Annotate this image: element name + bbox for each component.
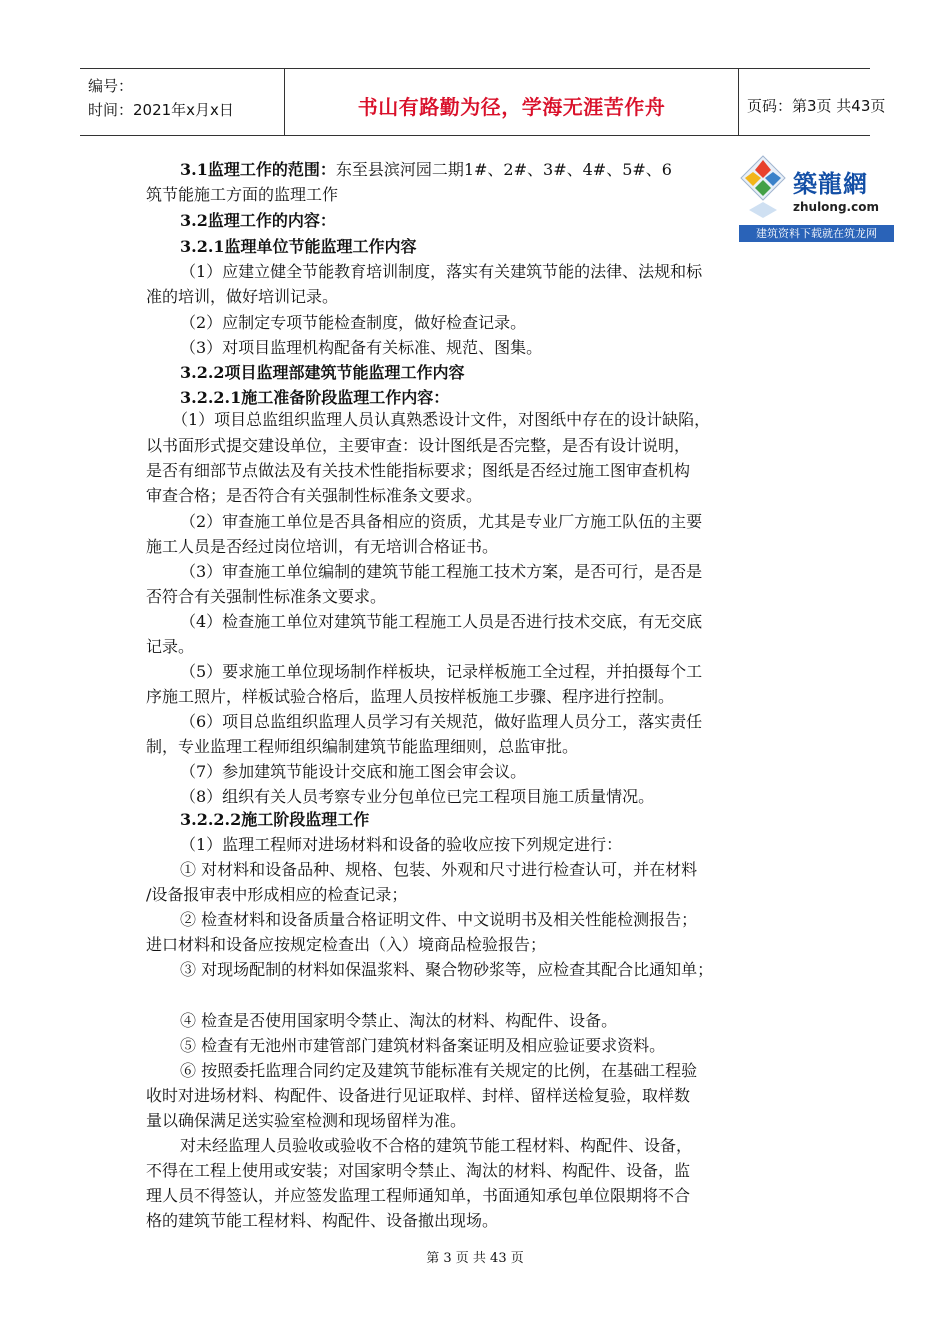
paragraph-line: 审查合格；是否符合有关强制性标准条文要求。 bbox=[146, 486, 483, 505]
paragraph-line: （8）组织有关人员考察专业分包单位已完工程项目施工质量情况。 bbox=[180, 787, 655, 806]
paragraph-line: （6）项目总监组织监理人员学习有关规范，做好监理人员分工，落实责任 bbox=[180, 712, 703, 731]
section-3-1 bbox=[180, 159, 672, 181]
paragraph-line: ① 对材料和设备品种、规格、包装、外观和尺寸进行检查认可，并在材料 bbox=[180, 860, 698, 879]
paragraph-line: ⑥ 按照委托监理合同约定及建筑节能标准有关规定的比例，在基础工程验 bbox=[180, 1061, 698, 1080]
paragraph-line: （4）检查施工单位对建筑节能工程施工人员是否进行技术交底，有无交底 bbox=[180, 612, 703, 631]
section-3-1-text: 东至县滨河园二期1#、2#、3#、4#、5#、6 bbox=[335, 160, 672, 179]
paragraph-line: ② 检查材料和设备质量合格证明文件、中文说明书及相关性能检测报告； bbox=[180, 910, 698, 929]
page-label: 页码：第3页 共43页 bbox=[747, 97, 886, 115]
number-label: 编号： bbox=[88, 77, 134, 95]
paragraph-line: （3）审查施工单位编制的建筑节能工程施工技术方案，是否可行，是否是 bbox=[180, 562, 703, 581]
paragraph-line: （5）要求施工单位现场制作样板块，记录样板施工全过程，并拍摄每个工 bbox=[180, 662, 703, 681]
logo-slogan: 建筑资料下载就在筑龙网 bbox=[739, 225, 894, 242]
paragraph-line: （3）对项目监理机构配备有关标准、规范、图集。 bbox=[180, 338, 543, 357]
header-center-cell bbox=[284, 69, 739, 135]
paragraph-line: 不得在工程上使用或安装；对国家明令禁止、淘汰的材料、构配件、设备，监 bbox=[146, 1161, 691, 1180]
time-label: 时间：2021年x月x日 bbox=[88, 101, 234, 119]
paragraph-line: /设备报审表中形成相应的检查记录； bbox=[146, 885, 408, 904]
paragraph-line: （1）项目总监组织监理人员认真熟悉设计文件，对图纸中存在的设计缺陷， bbox=[172, 410, 711, 429]
header-left-cell bbox=[80, 69, 284, 135]
header-right-cell bbox=[739, 69, 886, 135]
paragraph-line: 准的培训，做好培训记录。 bbox=[146, 287, 339, 306]
paragraph-line: 格的建筑节能工程材料、构配件、设备撤出现场。 bbox=[146, 1211, 499, 1230]
logo-brand: 築龍網 bbox=[793, 170, 868, 198]
paragraph-line: 施工人员是否经过岗位培训，有无培训合格证书。 bbox=[146, 537, 499, 556]
paragraph-line: （1）监理工程师对进场材料和设备的验收应按下列规定进行： bbox=[180, 835, 623, 854]
paragraph-line: 量以确保满足送实验室检测和现场留样为准。 bbox=[146, 1111, 467, 1130]
section-3-2-title: 3.2监理工作的内容： bbox=[180, 211, 336, 230]
section-3-2-2-2-title: 3.2.2.2施工阶段监理工作 bbox=[180, 810, 370, 829]
paragraph-line: 记录。 bbox=[146, 637, 195, 656]
section-3-2-2-1-title: 3.2.2.1施工准备阶段监理工作内容： bbox=[180, 388, 450, 407]
paragraph-line: 对未经监理人员验收或验收不合格的建筑节能工程材料、构配件、设备， bbox=[180, 1136, 693, 1155]
paragraph-line: 进口材料和设备应按规定检查出（入）境商品检验报告； bbox=[146, 935, 547, 954]
motto-text: 书山有路勤为径，学海无涯苦作舟 bbox=[357, 95, 666, 119]
page-footer: 第 3 页 共 43 页 bbox=[426, 1251, 524, 1266]
paragraph-line: （7）参加建筑节能设计交底和施工图会审会议。 bbox=[180, 762, 527, 781]
paragraph-line: （2）应制定专项节能检查制度，做好检查记录。 bbox=[180, 313, 527, 332]
paragraph-line: ⑤ 检查有无池州市建管部门建筑材料备案证明及相应验证要求资料。 bbox=[180, 1036, 666, 1055]
section-3-2-1-title: 3.2.1监理单位节能监理工作内容 bbox=[180, 237, 417, 256]
section-3-1-cont: 筑节能施工方面的监理工作 bbox=[146, 185, 339, 204]
paragraph-line: 是否有细部节点做法及有关技术性能指标要求；图纸是否经过施工图审查机构 bbox=[146, 461, 691, 480]
paragraph-line: 序施工照片，样板试验合格后，监理人员按样板施工步骤、程序进行控制。 bbox=[146, 687, 675, 706]
paragraph-line: （1）应建立健全节能教育培训制度，落实有关建筑节能的法律、法规和标 bbox=[180, 262, 703, 281]
logo-diamond-icon bbox=[733, 150, 793, 224]
paragraph-line: ④ 检查是否使用国家明令禁止、淘汰的材料、构配件、设备。 bbox=[180, 1011, 618, 1030]
page-header bbox=[80, 68, 886, 136]
paragraph-line: （2）审查施工单位是否具备相应的资质，尤其是专业厂方施工队伍的主要 bbox=[180, 512, 703, 531]
paragraph-line: 以书面形式提交建设单位，主要审查：设计图纸是否完整，是否有设计说明， bbox=[146, 436, 691, 455]
paragraph-line: 收时对进场材料、构配件、设备进行见证取样、封样、留样送检复验，取样数 bbox=[146, 1086, 691, 1105]
logo-domain: zhulong.com bbox=[793, 200, 879, 214]
paragraph-line: 制，专业监理工程师组织编制建筑节能监理细则，总监审批。 bbox=[146, 737, 579, 756]
section-3-2-2-title: 3.2.2项目监理部建筑节能监理工作内容 bbox=[180, 363, 465, 382]
paragraph-line: ③ 对现场配制的材料如保温浆料、聚合物砂浆等，应检查其配合比通知单； bbox=[180, 960, 714, 979]
section-3-1-title: 3.1监理工作的范围： bbox=[180, 160, 336, 179]
paragraph-line: 否符合有关强制性标准条文要求。 bbox=[146, 587, 387, 606]
zhulong-watermark-logo bbox=[733, 150, 895, 242]
paragraph-line: 理人员不得签认，并应签发监理工程师通知单，书面通知承包单位限期将不合 bbox=[146, 1186, 691, 1205]
